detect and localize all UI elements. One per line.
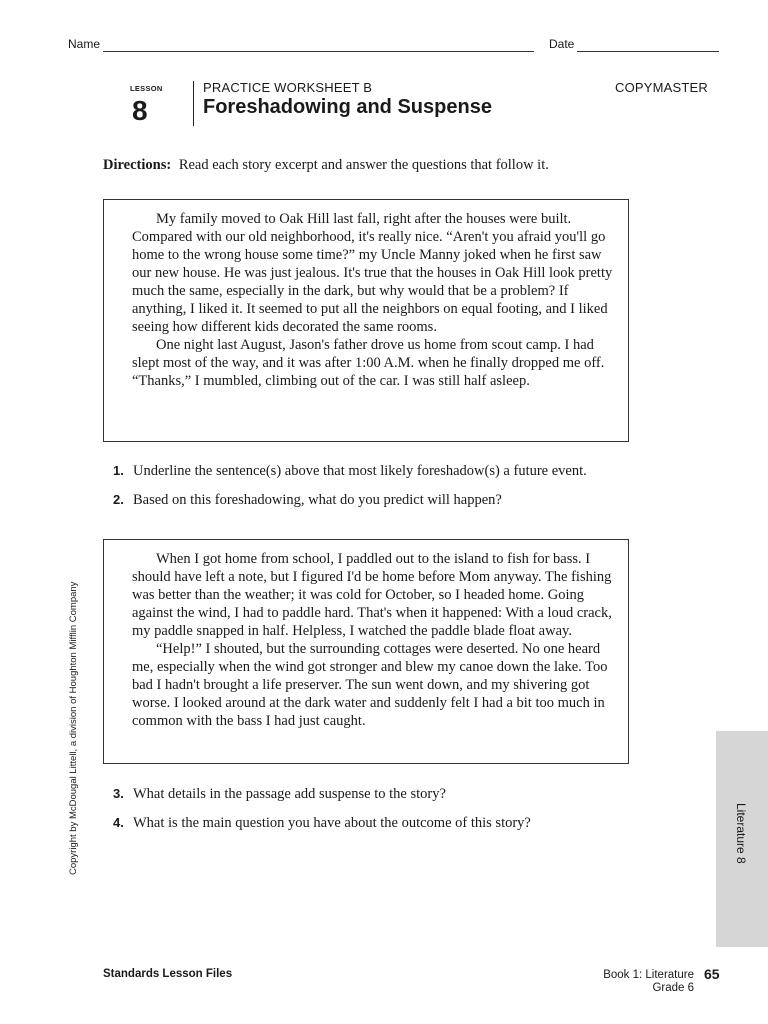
- question-text: What details in the passage add suspense to the story?: [133, 786, 446, 802]
- lesson-divider: [193, 81, 194, 126]
- question-2: [113, 492, 502, 509]
- question-3: [113, 786, 446, 803]
- footer-grade: Grade 6: [652, 982, 694, 994]
- footer-book-info: [560, 969, 694, 995]
- question-text: Underline the sentence(s) above that most likely foreshadow(s) a future event.: [133, 463, 587, 479]
- question-number: 2.: [113, 492, 124, 507]
- date-label: Date: [549, 37, 575, 51]
- question-1: [113, 463, 587, 480]
- side-tab-label: Literature 8: [734, 803, 748, 864]
- footer-book: Book 1: Literature: [603, 969, 694, 981]
- directions-text: Read each story excerpt and answer the questions that follow it.: [178, 157, 549, 173]
- name-label: Name: [68, 37, 101, 51]
- question-4: [113, 815, 531, 832]
- worksheet-title: Foreshadowing and Suspense: [203, 96, 492, 118]
- side-tab: [716, 731, 768, 947]
- passage-1-paragraph: My family moved to Oak Hill last fall, right after the houses were built. Compared with our old neighborhood, it's really nice. “Aren't you afraid you'll go home to the wrong house some time?” my Uncle Manny joked when he first saw our new house. He was just jealous. It's true that the houses in Oak Hill look pretty much the same, especially in the dark, but why would that be a problem? If anything, I liked it. It seemed to put all the neighbors on equal footing, and I liked seeing how different kids decorated the same rooms.: [132, 211, 613, 335]
- copymaster-label: COPYMASTER: [615, 80, 709, 95]
- passage-box-1: [103, 199, 629, 442]
- directions-label: Directions:: [103, 157, 172, 173]
- question-text: Based on this foreshadowing, what do you predict will happen?: [133, 492, 502, 508]
- lesson-number: 8: [132, 95, 148, 126]
- page-number: 65: [704, 966, 720, 982]
- copyright-notice: Copyright by McDougal Littell, a division of Houghton Mifflin Company: [68, 581, 79, 875]
- date-line[interactable]: [577, 51, 719, 52]
- worksheet-label: PRACTICE WORKSHEET B: [203, 80, 373, 95]
- passage-box-2: [103, 539, 629, 764]
- question-number: 4.: [113, 815, 124, 830]
- question-number: 1.: [113, 463, 124, 478]
- lesson-word: LESSON: [130, 84, 163, 93]
- passage-2-paragraph: “Help!” I shouted, but the surrounding cottages were deserted. No one heard me, especially when the wind got stronger and blew my canoe down the lake. Too bad I hadn't brought a life preserver. The sun went down, and my shivering got worse. I looked around at the dark water and suddenly felt I had a bit too much in common with the bass I had just caught.: [132, 641, 608, 729]
- name-line[interactable]: [103, 51, 534, 52]
- footer-series-title: Standards Lesson Files: [103, 968, 233, 980]
- directions: [103, 157, 549, 174]
- question-number: 3.: [113, 786, 124, 801]
- passage-1-paragraph: One night last August, Jason's father drove us home from scout camp. I had slept most of the way, and it was after 1:00 A.M. when he finally dropped me off. “Thanks,” I mumbled, climbing out of the car. I was still half asleep.: [132, 337, 605, 389]
- passage-2-paragraph: When I got home from school, I paddled out to the island to fish for bass. I should have left a note, but I figured I'd be home before Mom anyway. The fishing was better than the weather; it was cold for October, so I headed home. Going against the wind, I had to paddle hard. That's when it happened: With a loud crack, my paddle snapped in half. Helpless, I watched the paddle blade float away.: [132, 551, 612, 639]
- question-text: What is the main question you have about the outcome of this story?: [133, 815, 531, 831]
